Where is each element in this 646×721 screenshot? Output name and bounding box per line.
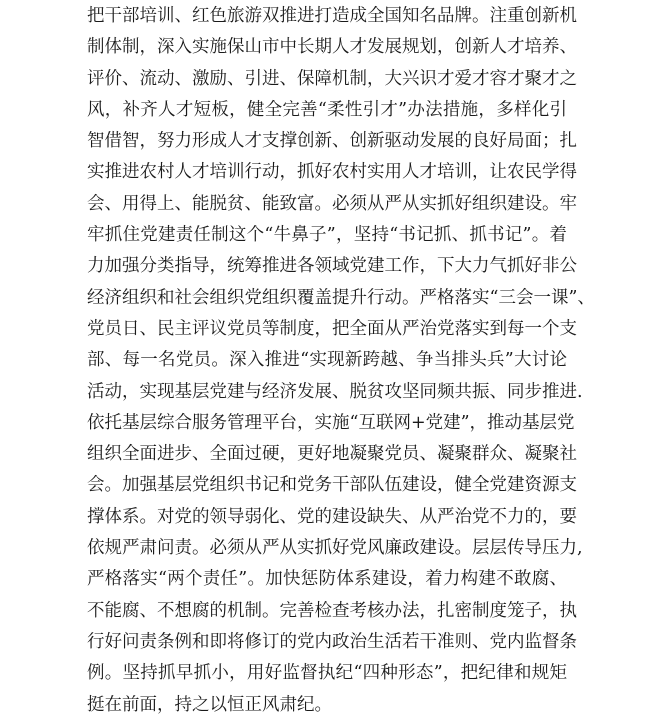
text-line-2: 制体制，深入实施保山市中长期人才发展规划，创新人才培养、	[87, 37, 577, 58]
document-body-text	[87, 1, 595, 721]
text-line-15: 组织全面进步、全面过硬，更好地凝聚党员、凝聚群众、凝聚社	[87, 444, 577, 465]
text-line-4: 风，补齐人才短板，健全完善“柔性引才”办法措施，多样化引	[87, 99, 567, 120]
text-line-20: 不能腐、不想腐的机制。完善检查考核办法，扎密制度笼子，执	[87, 600, 577, 621]
text-line-8: 牢抓住党建责任制这个“牛鼻子”，坚持“书记抓、抓书记”。着	[87, 225, 567, 246]
text-line-11: 党员日、民主评议党员等制度，把全面从严治党落实到每一个支	[87, 318, 577, 339]
text-line-17: 撑体系。对党的领导弱化、党的建设缺失、从严治党不力的，要	[87, 506, 577, 527]
text-line-23: 挺在前面，持之以恒正风肃纪。	[87, 694, 332, 715]
text-line-10: 经济组织和社会组织党组织覆盖提升行动。严格落实“三会一课”、	[87, 287, 595, 308]
text-line-6: 实推进农村人才培训行动，抓好农村实用人才培训，让农民学得	[87, 162, 577, 183]
text-line-18: 依规严肃问责。必须从严从实抓好党风廉政建设。层层传导压力,	[87, 538, 583, 559]
text-line-22: 例。坚持抓早抓小，用好监督执纪“四种形态”，把纪律和规矩	[87, 663, 567, 684]
text-line-1: 把干部培训、红色旅游双推进打造成全国知名品牌。注重创新机	[87, 6, 577, 26]
text-line-14: 依托基层综合服务管理平台，实施“互联网+党建”，推动基层党	[87, 412, 575, 433]
text-line-5: 智借智，努力形成人才支撑创新、创新驱动发展的良好局面；扎	[87, 131, 577, 152]
text-line-9: 力加强分类指导，统筹推进各领域党建工作，下大力气抓好非公	[87, 256, 577, 277]
text-line-3: 评价、流动、激励、引进、保障机制，大兴识才爱才容才聚才之	[87, 68, 577, 89]
text-line-19: 严格落实“两个责任”。加快惩防体系建设，着力构建不敢腐、	[87, 569, 567, 590]
text-line-16: 会。加强基层党组织书记和党务干部队伍建设，健全党建资源支	[87, 475, 577, 496]
text-line-13: 活动，实现基层党建与经济发展、脱贫攻坚同频共振、同步推进.	[87, 381, 583, 402]
text-line-7: 会、用得上、能脱贫、能致富。必须从严从实抓好组织建设。牢	[87, 193, 577, 214]
text-line-21: 行好问责条例和即将修订的党内政治生活若干准则、党内监督条	[87, 631, 577, 652]
text-line-12: 部、每一名党员。深入推进“实现新跨越、争当排头兵”大讨论	[87, 350, 567, 371]
